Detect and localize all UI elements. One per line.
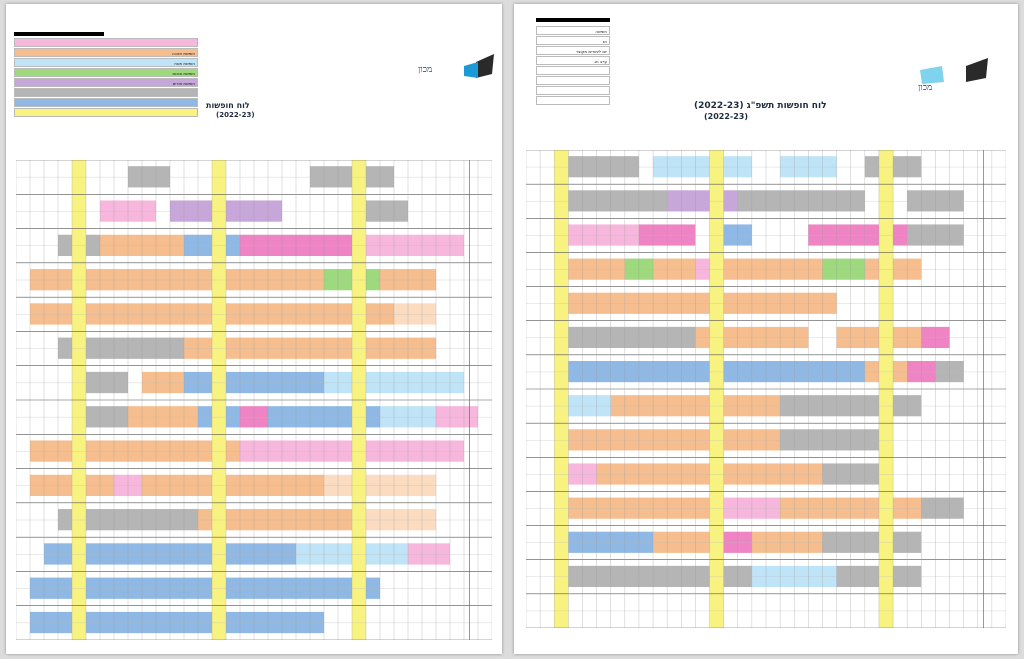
legend-item: חופשת סוכות <box>14 68 198 77</box>
calendar-block <box>822 532 921 553</box>
legend-item <box>536 76 610 85</box>
calendar-grid <box>526 150 1006 628</box>
calendar-block <box>780 429 879 450</box>
calendar-block <box>710 361 809 382</box>
calendar-block <box>436 406 478 427</box>
legend-item <box>14 38 198 47</box>
legend-item <box>536 86 610 95</box>
calendar-block <box>568 498 639 519</box>
calendar-block <box>822 259 864 280</box>
logo <box>426 40 496 84</box>
logo-text: מכון <box>418 65 433 75</box>
calendar-block <box>568 327 695 348</box>
calendar-grid-svg <box>526 150 1006 628</box>
calendar-block <box>597 463 668 484</box>
calendar-block <box>752 532 823 553</box>
calendar-block <box>766 293 837 314</box>
calendar-block <box>568 224 639 245</box>
calendar-grid-svg <box>16 160 492 640</box>
calendar-block <box>921 498 963 519</box>
page-title: לוח חופשות תשפ"ג (2022-23) <box>694 101 827 111</box>
calendar-block <box>128 406 198 427</box>
calendar-block <box>408 543 450 564</box>
page-title: לוח חופשות <box>206 101 250 110</box>
legend-item <box>14 98 198 107</box>
calendar-block <box>724 463 823 484</box>
legend-item <box>14 88 198 97</box>
calendar-block <box>625 566 667 587</box>
calendar-block <box>30 303 100 324</box>
logo-text: מכון <box>918 83 933 93</box>
calendar-grid <box>16 160 492 640</box>
calendar-block <box>738 190 865 211</box>
calendar-block <box>366 235 464 256</box>
calendar-block <box>142 475 324 496</box>
legend-item <box>536 66 610 75</box>
logo-icon <box>426 40 496 84</box>
calendar-block <box>568 190 667 211</box>
legend-item <box>14 108 198 117</box>
legend-item: יום לימודים מקוצר <box>536 46 610 55</box>
legend-top-bar <box>14 32 104 36</box>
calendar-block <box>724 259 823 280</box>
calendar-block <box>58 612 324 633</box>
legend-item: חופשת פורים <box>14 78 198 87</box>
calendar-block <box>394 303 436 324</box>
legend-item: חופשת חנוכה <box>14 48 198 57</box>
page-subtitle: (2022-23) <box>216 111 255 119</box>
calendar-block <box>568 429 639 450</box>
calendar-block <box>142 372 184 393</box>
legend-item: חופשת פסח <box>14 58 198 67</box>
legend-item: ערב חג <box>536 56 610 65</box>
calendar-block <box>30 269 100 290</box>
calendar-block <box>128 166 170 187</box>
legend-item <box>536 96 610 105</box>
calendar-sheet-right <box>514 4 1018 654</box>
calendar-block <box>653 259 695 280</box>
calendar-block <box>568 156 639 177</box>
legend-top-bar <box>536 18 610 22</box>
legend-item: חג <box>536 36 610 45</box>
page-subtitle: (2022-23) <box>704 112 749 121</box>
calendar-block <box>639 429 710 450</box>
calendar-block <box>240 235 366 256</box>
legend-item: חופשה <box>536 26 610 35</box>
calendar-sheet-left <box>6 4 502 654</box>
calendar-block <box>667 190 738 211</box>
calendar-block <box>653 156 752 177</box>
